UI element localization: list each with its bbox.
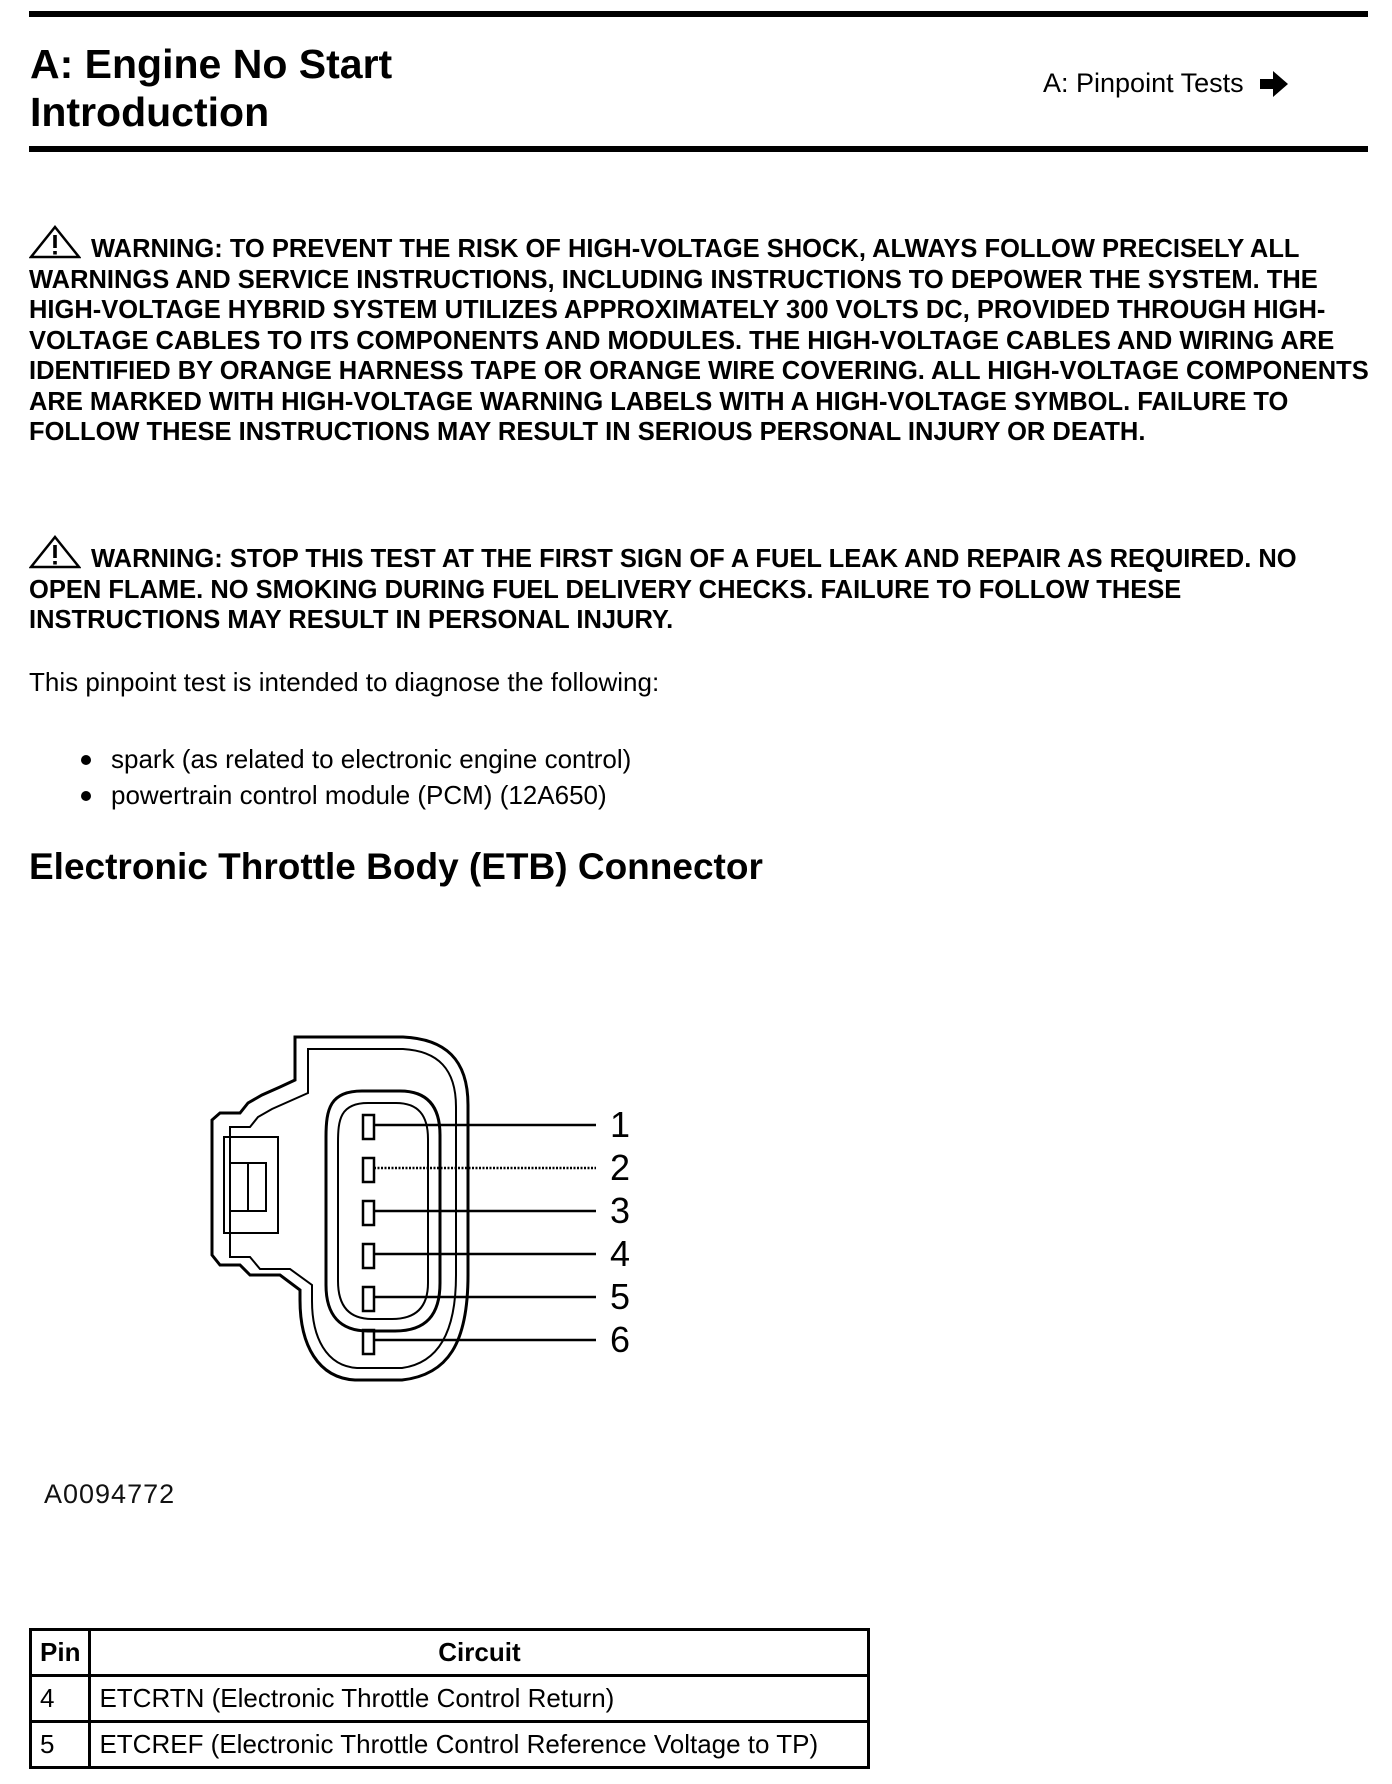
warning-triangle-icon <box>29 225 81 259</box>
pin-number-1: 1 <box>610 1104 631 1145</box>
column-header-circuit: Circuit <box>90 1630 869 1676</box>
pin-number-3: 3 <box>610 1190 631 1231</box>
warning-high-voltage-text: WARNING: TO PREVENT THE RISK OF HIGH-VOLTAGE SHOCK, ALWAYS FOLLOW PRECISELY ALL WARNINGS AND SERVICE INSTRUCTIONS, INCLUDING INSTRUCTIONS TO DEPOWER THE SYSTEM. THE HIGH-VOLTAGE HYBRID SYSTEM UTILIZES APPROXIMATELY 300 VOLTS DC, PROVIDED THROUGH HIGH-VOLTAGE CABLES TO ITS COMPONENTS AND MODULES. THE HIGH-VOLTAGE CABLES AND WIRING ARE IDENTIFIED BY ORANGE HARNESS TAPE OR ORANGE WIRE COVERING. ALL HIGH-VOLTAGE COMPONENTS ARE MARKED WITH HIGH-VOLTAGE WARNING LABELS WITH A HIGH-VOLTAGE SYMBOL. FAILURE TO FOLLOW THESE INSTRUCTIONS MAY RESULT IN SERIOUS PERSONAL INJURY OR DEATH. <box>29 235 1369 446</box>
pinpoint-tests-link-label: A: Pinpoint Tests <box>1043 68 1244 98</box>
pin-cavity-2 <box>363 1158 374 1182</box>
circuit-cell: ETCREF (Electronic Throttle Control Reference Voltage to TP) <box>90 1722 869 1768</box>
pin-leaders <box>374 1125 596 1340</box>
top-rule <box>29 11 1368 17</box>
pinpoint-tests-link[interactable] <box>1043 68 1288 99</box>
figure-id: A0094772 <box>44 1479 176 1509</box>
arrow-right-icon <box>1260 71 1288 97</box>
warning-fuel-leak <box>29 535 1374 636</box>
pin-cavity-1 <box>363 1115 374 1139</box>
header-bottom-rule <box>29 146 1368 152</box>
etb-connector-diagram <box>200 1025 660 1455</box>
intro-text: This pinpoint test is intended to diagnose the following: <box>29 667 660 697</box>
warning-high-voltage <box>29 225 1374 448</box>
page-title-line1: A: Engine No Start <box>30 41 393 87</box>
pin-cell: 4 <box>31 1676 90 1722</box>
diagnosis-list <box>78 741 631 813</box>
pin-numbers <box>610 1104 630 1360</box>
pin-number-6: 6 <box>610 1319 631 1360</box>
pin-cavity-6 <box>363 1330 374 1354</box>
warning-triangle-icon <box>29 535 81 569</box>
page-title-line2: Introduction <box>30 89 270 135</box>
pin-circuit-table <box>29 1628 870 1769</box>
pin-cavity-5 <box>363 1287 374 1311</box>
pin-cavity-3 <box>363 1201 374 1225</box>
list-item: powertrain control module (PCM) (12A650) <box>78 777 631 813</box>
column-header-pin: Pin <box>31 1630 90 1676</box>
table-row <box>31 1722 869 1768</box>
pin-number-4: 4 <box>610 1233 631 1274</box>
circuit-cell: ETCRTN (Electronic Throttle Control Return) <box>90 1676 869 1722</box>
list-item: spark (as related to electronic engine control) <box>78 741 631 777</box>
pin-number-2: 2 <box>610 1147 631 1188</box>
connector-body <box>200 1037 468 1380</box>
page-title <box>30 40 392 136</box>
pin-number-5: 5 <box>610 1276 631 1317</box>
table-row <box>31 1676 869 1722</box>
warning-fuel-leak-text: WARNING: STOP THIS TEST AT THE FIRST SIGN OF A FUEL LEAK AND REPAIR AS REQUIRED. NO OPEN FLAME. NO SMOKING DURING FUEL DELIVERY CHECKS. FAILURE TO FOLLOW THESE INSTRUCTIONS MAY RESULT IN PERSONAL INJURY. <box>29 545 1297 634</box>
section-title: Electronic Throttle Body (ETB) Connector <box>29 846 763 887</box>
pin-cavity-4 <box>363 1244 374 1268</box>
pin-cell: 5 <box>31 1722 90 1768</box>
table-header-row <box>31 1630 869 1676</box>
